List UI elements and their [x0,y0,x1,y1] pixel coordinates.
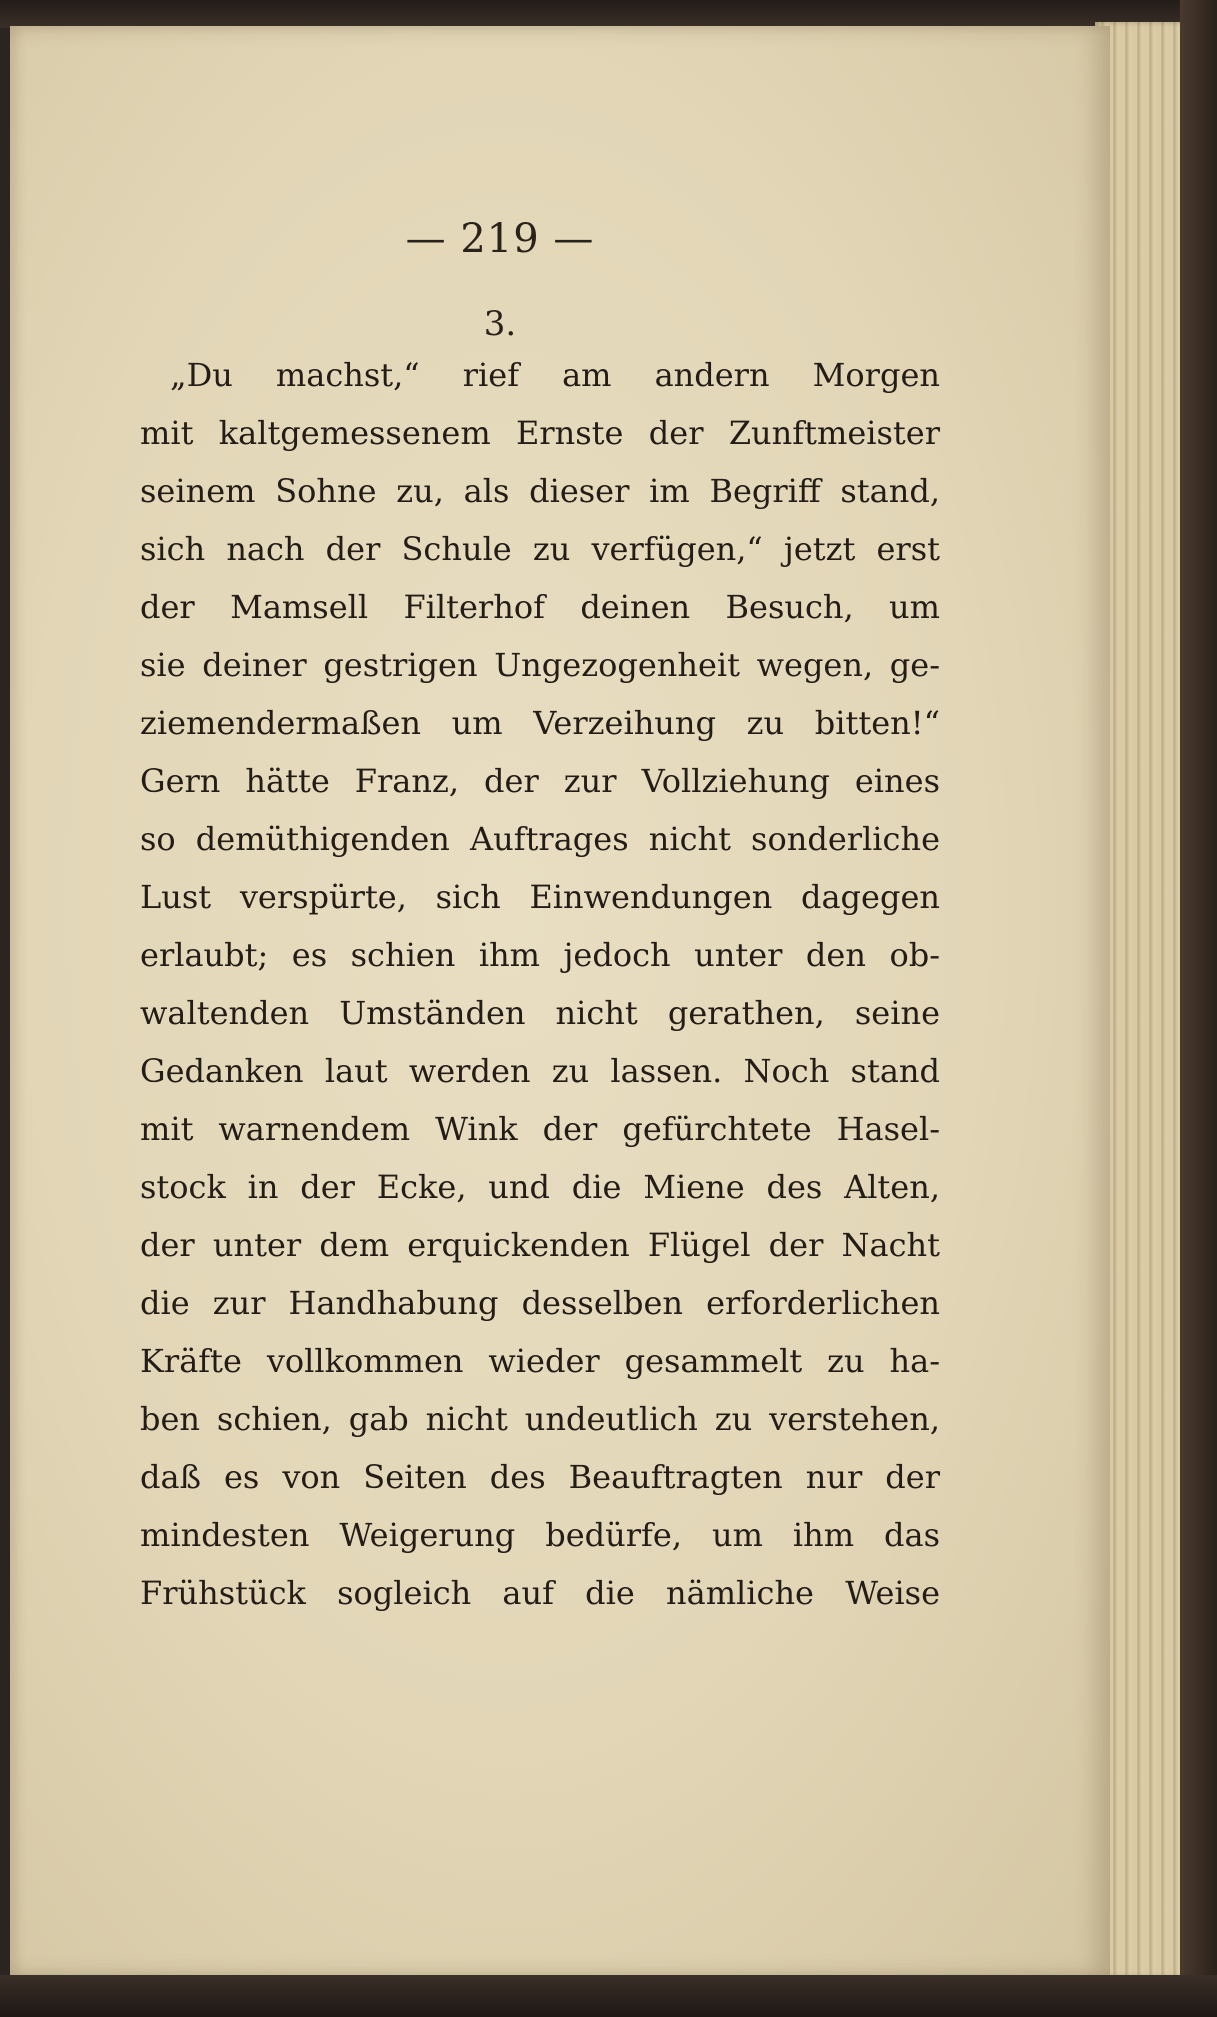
text-line: Lust verspürte, sich Einwendungen dagegen [140,878,940,916]
text-line: so demüthigenden Auftrages nicht sonderliche [140,820,940,858]
page-header: — 219 — [405,216,595,262]
text-line: Kräfte vollkommen wieder gesammelt zu ha- [140,1342,940,1380]
text-line: waltenden Umständen nicht gerathen, seine [140,994,940,1032]
text-line: mit warnendem Wink der gefürchtete Hasel- [140,1110,940,1148]
text-line: ben schien, gab nicht undeutlich zu verstehen, [140,1400,940,1438]
text-line: ziemendermaßen um Verzeihung zu bitten!“ [140,704,940,742]
text-line: Gern hätte Franz, der zur Vollziehung eines [140,762,940,800]
text-line: stock in der Ecke, und die Miene des Alten, [140,1168,940,1206]
text-line: Frühstück sogleich auf die nämliche Weise [140,1574,940,1612]
page-body-text [140,346,940,1622]
book-cover-bottom-edge [0,1975,1217,2017]
text-line: „Du machst,“ rief am andern Morgen [170,356,940,394]
text-line: daß es von Seiten des Beauftragten nur der [140,1458,940,1496]
text-line: seinem Sohne zu, als dieser im Begriff stand, [140,472,940,510]
text-line: mindesten Weigerung bedürfe, um ihm das [140,1516,940,1554]
text-line: sich nach der Schule zu verfügen,“ jetzt erst [140,530,940,568]
book-cover-top-edge [0,0,1217,28]
text-line: die zur Handhabung desselben erforderlichen [140,1284,940,1322]
text-line: erlaubt; es schien ihm jedoch unter den ob- [140,936,940,974]
book-cover-spine-edge [1180,0,1217,2017]
text-line: der Mamsell Filterhof deinen Besuch, um [140,588,940,626]
text-line: der unter dem erquickenden Flügel der Nacht [140,1226,940,1264]
text-line: sie deiner gestrigen Ungezogenheit wegen, ge- [140,646,940,684]
book-page [10,26,1110,1976]
text-line: mit kaltgemessenem Ernste der Zunftmeister [140,414,940,452]
text-line: Gedanken laut werden zu lassen. Noch stand [140,1052,940,1090]
section-number: 3. [483,304,517,344]
